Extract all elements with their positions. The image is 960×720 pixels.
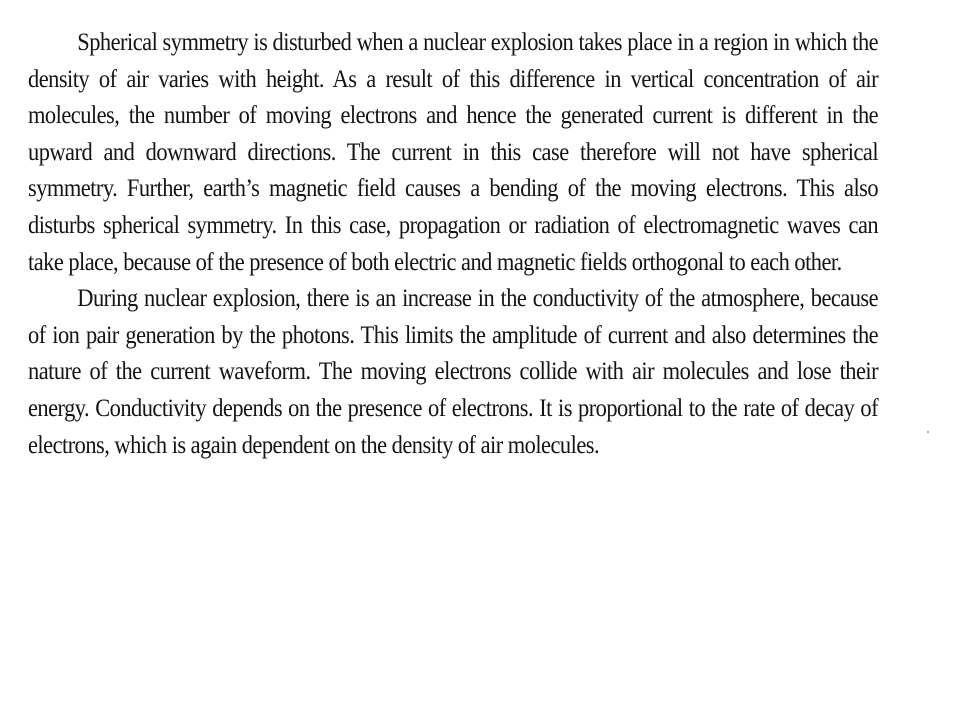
scan-speck bbox=[927, 431, 929, 433]
body-text bbox=[28, 24, 878, 463]
paragraph-spherical-symmetry: Spherical symmetry is disturbed when a nuclear explosion takes place in a region in which the density of air varies with height. As a result of this difference in vertical concentration of air molecules, the number of moving electrons and hence the generated current is different in the upward and downward directions. The current in this case therefore will not have spherical symmetry. Further, earth’s magnetic field causes a bending of the moving electrons. This also disturbs spherical symmetry. In this case, propagation or radiation of electromagnetic waves can take place, because of the presence of both electric and magnetic fields orthogonal to each other. bbox=[28, 27, 879, 276]
paragraph-conductivity: During nuclear explosion, there is an increase in the conductivity of the atmosphere, because of ion pair generation by the photons. This limits the amplitude of current and also determines the nature of the current waveform. The moving electrons collide with air molecules and lose their energy. Conductivity depends on the presence of electrons. It is proportional to the rate of decay of electrons, which is again dependent on the density of air molecules. bbox=[28, 283, 879, 459]
